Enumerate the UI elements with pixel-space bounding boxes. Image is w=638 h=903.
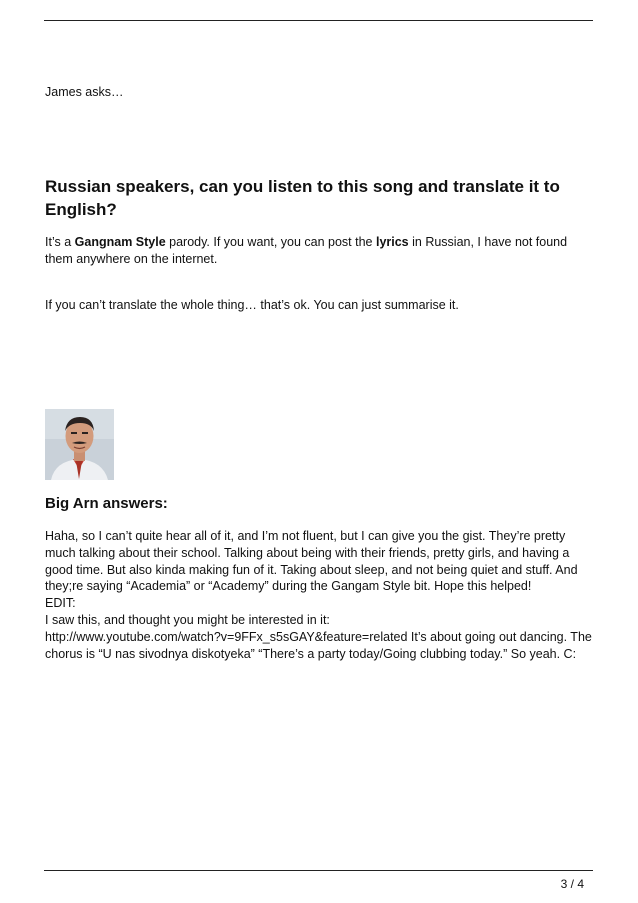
answer-line: Haha, so I can’t quite hear all of it, and I’m not fluent, but I can give you the gist. They’re pretty much talking about their school. Talking about being with their friends, pretty girls, and having a good time. But also kinda making fun of it. Taking about sleep, and not being quiet and stuff. And they;re saying “Academia” or “Academy” during the Gangam Style bit. Hope this helped!	[45, 529, 578, 594]
answer-line: EDIT:	[45, 596, 76, 611]
page-number: 3 / 4	[560, 877, 584, 891]
answer-heading: Big Arn answers:	[45, 495, 168, 512]
answer-line: I saw this, and thought you might be interested in it:	[45, 612, 330, 627]
answer-body	[45, 528, 593, 662]
lyrics-bold: lyrics	[375, 235, 409, 249]
question-text: It’s a	[45, 235, 75, 249]
question-text: in Russian, I have not found them anywhere on the internet.	[45, 235, 568, 266]
question-paragraph-2: If you can’t translate the whole thing… that’s ok. You can just summarise it.	[45, 298, 459, 312]
gangnam-style-bold: Gangnam Style	[74, 235, 166, 249]
question-paragraph-1	[45, 234, 593, 268]
answer-line: http://www.youtube.com/watch?v=9FFx_s5sGAY&feature=related It’s about going out dancing. The chorus is “U nas sivodnya diskotyeka” “There’s a party today/Going clubbing today.” So yeah. C:	[45, 629, 592, 661]
avatar-portrait	[45, 409, 114, 480]
footer-rule	[44, 870, 593, 871]
header-rule	[44, 20, 593, 21]
question-title: Russian speakers, can you listen to this song and translate it to English?	[45, 177, 560, 219]
answerer-avatar	[45, 409, 114, 480]
question-text: parody. If you want, you can post the	[165, 235, 376, 249]
asker-line: James asks…	[45, 85, 124, 99]
